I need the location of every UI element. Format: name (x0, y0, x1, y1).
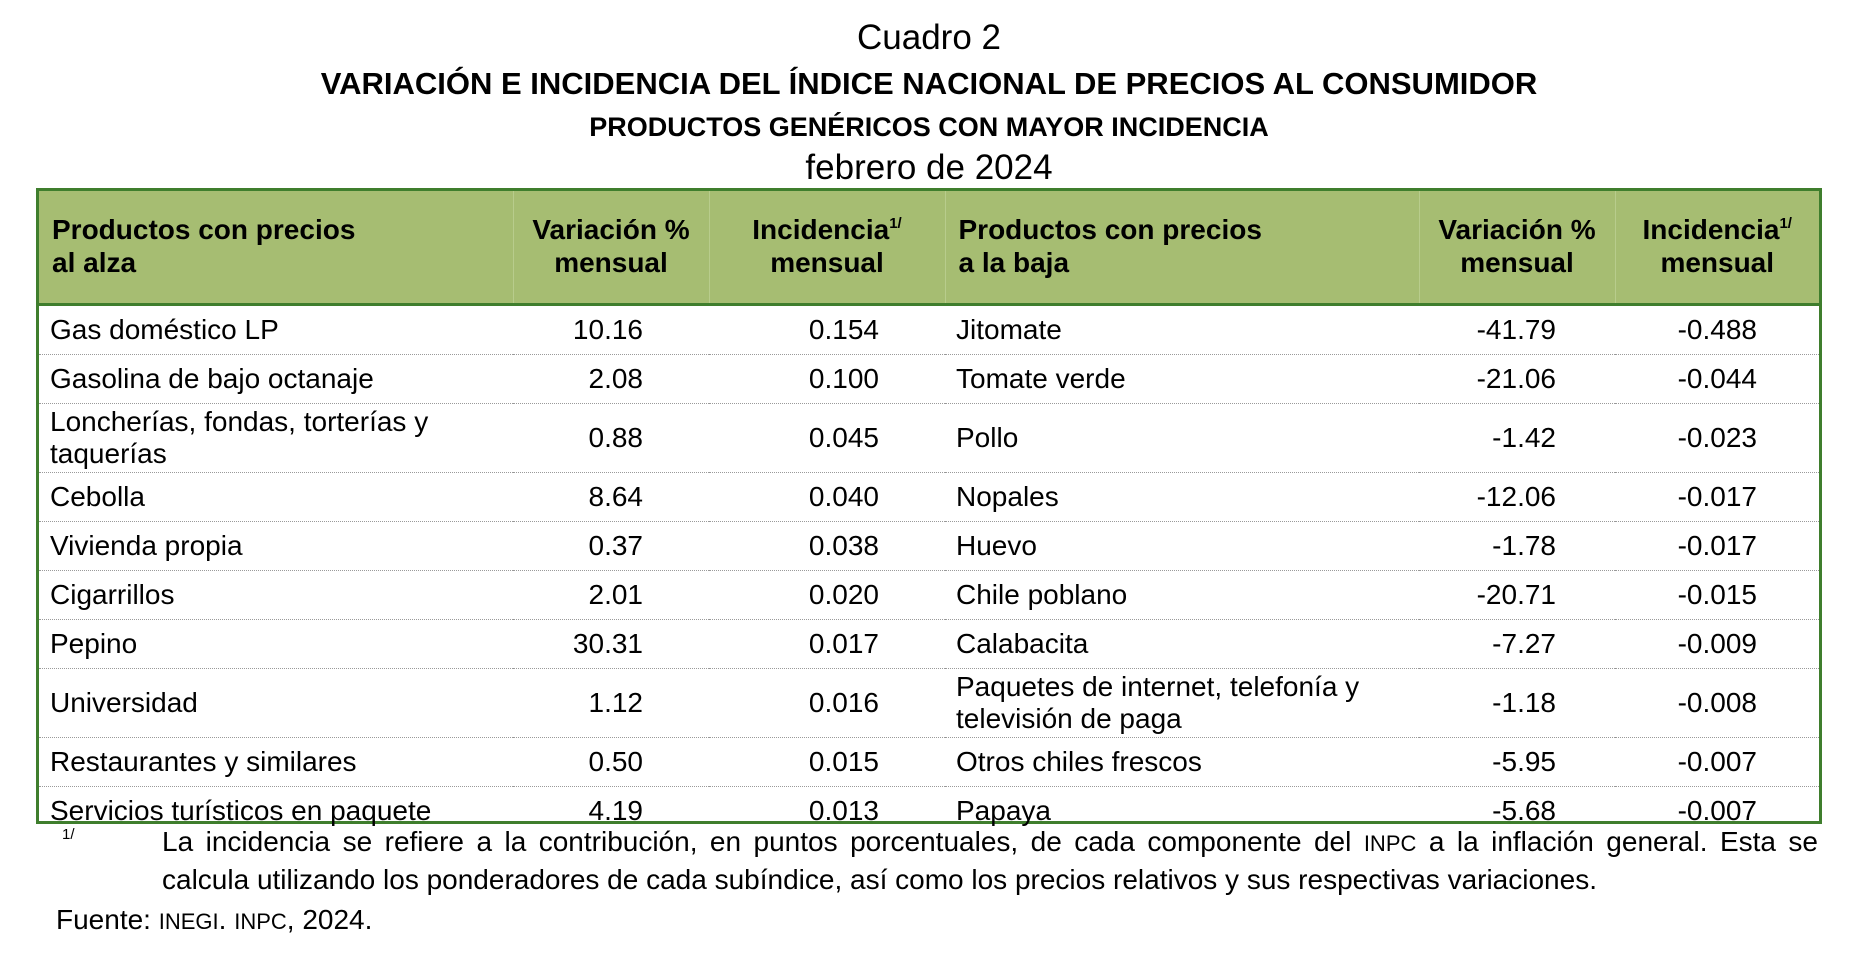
variation-down-cell: -12.06 (1419, 473, 1615, 522)
incidence-table (39, 191, 1819, 835)
incidence-down-cell: -0.017 (1615, 522, 1819, 571)
product-down-cell: Otros chiles frescos (945, 738, 1419, 787)
variation-down-cell: -1.18 (1419, 669, 1615, 738)
variation-up-cell: 0.50 (513, 738, 709, 787)
product-up-cell: Restaurantes y similares (39, 738, 513, 787)
incidence-down-cell: -0.007 (1677, 794, 1757, 826)
table-number: Cuadro 2 (857, 18, 1001, 57)
product-down-cell: Tomate verde (945, 355, 1419, 404)
product-up-cell: Gasolina de bajo octanaje (39, 355, 513, 404)
table-row (39, 355, 1819, 404)
incidence-up-cell: 0.154 (709, 305, 945, 355)
product-up-cell: Universidad (39, 669, 513, 738)
variation-up-cell: 2.01 (513, 571, 709, 620)
incidence-up-cell: 0.017 (709, 620, 945, 669)
incidence-down-cell: -0.023 (1615, 404, 1819, 473)
incidence-down-cell: -0.044 (1615, 355, 1819, 404)
table-period: febrero de 2024 (805, 148, 1053, 187)
incidence-up-cell: 0.020 (709, 571, 945, 620)
variation-up-cell: 0.37 (513, 522, 709, 571)
variation-down-cell: -41.79 (1419, 305, 1615, 355)
product-up-cell: Pepino (39, 620, 513, 669)
table-header-row (39, 191, 1819, 305)
table-row (39, 305, 1819, 355)
variation-down-cell: -5.95 (1419, 738, 1615, 787)
header-variation-up: Variación % mensual (513, 191, 709, 305)
incidence-up-cell: 0.016 (709, 669, 945, 738)
product-up-cell: Vivienda propia (39, 522, 513, 571)
product-down-cell: Jitomate (945, 305, 1419, 355)
header-variation-down: Variación % mensual (1419, 191, 1615, 305)
variation-down-cell: -7.27 (1419, 620, 1615, 669)
incidence-down-cell: -0.009 (1615, 620, 1819, 669)
incidence-up-cell: 0.013 (808, 794, 879, 826)
incidence-up-cell: 0.015 (709, 738, 945, 787)
table-row (39, 473, 1819, 522)
footnote-mark: 1/ (62, 826, 75, 843)
incidence-up-cell: 0.038 (709, 522, 945, 571)
incidence-down-cell: -0.008 (1615, 669, 1819, 738)
header-products-down: Productos con precios a la baja (945, 191, 1419, 305)
variation-up-cell: 0.88 (513, 404, 709, 473)
variation-up-cell: 1.12 (513, 669, 709, 738)
product-down-cell: Calabacita (945, 620, 1419, 669)
footnote-text: La incidencia se refiere a la contribución, en puntos porcentuales, de cada componente del INPC a la inflación general. Esta se calcula utilizando los ponderadores de cada subíndice, así como los precios relativos y sus respectivas variaciones. (162, 826, 1819, 895)
product-down-cell: Nopales (945, 473, 1419, 522)
variation-down-cell: -1.78 (1419, 522, 1615, 571)
incidence-up-cell: 0.100 (709, 355, 945, 404)
product-up-cell: Cigarrillos (39, 571, 513, 620)
variation-up-cell: 8.64 (513, 473, 709, 522)
product-up-cell: Cebolla (39, 473, 513, 522)
table-subtitle: PRODUCTOS GENÉRICOS CON MAYOR INCIDENCIA (589, 112, 1269, 142)
table-row (39, 522, 1819, 571)
product-up-cell: Servicios turísticos en paquete (50, 794, 432, 826)
table-row (39, 620, 1819, 669)
product-down-cell: Paquetes de internet, telefonía y televisión de paga (945, 669, 1419, 738)
incidence-table-frame (36, 188, 1822, 824)
incidence-down-cell: -0.015 (1615, 571, 1819, 620)
table-title: VARIACIÓN E INCIDENCIA DEL ÍNDICE NACIONAL DE PRECIOS AL CONSUMIDOR (320, 66, 1538, 101)
variation-up-cell: 2.08 (513, 355, 709, 404)
variation-up-cell: 10.16 (513, 305, 709, 355)
product-up-cell: Loncherías, fondas, torterías y taquerías (39, 404, 513, 473)
header-products-up: Productos con precios al alza (39, 191, 513, 305)
source-line: Fuente: INEGI. INPC, 2024. (56, 904, 373, 935)
table-row (39, 738, 1819, 787)
incidence-down-cell: -0.007 (1615, 738, 1819, 787)
table-row (39, 404, 1819, 473)
incidence-down-cell: -0.017 (1615, 473, 1819, 522)
header-incidence-up: Incidencia$^{1/}$ mensual (709, 191, 945, 305)
variation-down-cell: -21.06 (1419, 355, 1615, 404)
table-row (39, 669, 1819, 738)
incidence-up-cell: 0.045 (709, 404, 945, 473)
product-down-cell: Huevo (945, 522, 1419, 571)
incidence-down-cell: -0.488 (1615, 305, 1819, 355)
incidence-up-cell: 0.040 (709, 473, 945, 522)
header-incidence-down: Incidencia$^{1/}$ mensual (1615, 191, 1819, 305)
product-down-cell: Chile poblano (945, 571, 1419, 620)
variation-down-cell: -5.68 (1492, 794, 1556, 826)
table-row (39, 571, 1819, 620)
variation-up-cell: 30.31 (513, 620, 709, 669)
product-up-cell: Gas doméstico LP (39, 305, 513, 355)
variation-up-cell: 4.19 (588, 794, 643, 826)
variation-down-cell: -1.42 (1419, 404, 1615, 473)
product-down-cell: Papaya (956, 794, 1051, 826)
product-down-cell: Pollo (945, 404, 1419, 473)
variation-down-cell: -20.71 (1419, 571, 1615, 620)
